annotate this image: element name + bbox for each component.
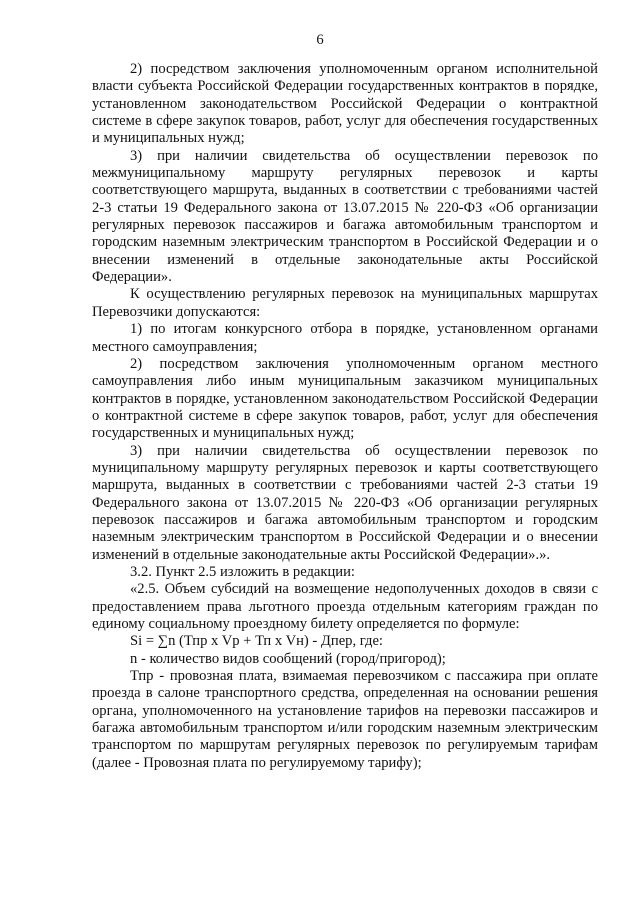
document-body [92, 61, 598, 772]
paragraph-item-3-intermunicipal-certificate: 3) при наличии свидетельства об осуществлении перевозок по межмуниципальному маршруту регулярных перевозок и карты соответствующего маршрута, выданных в соответствии с требованиями частей 2-3 статьи 19 Федерального закона от 13.07.2015 № 220-ФЗ «Об организации регулярных перевозок пассажиров и багажа автомобильным транспортом и городским наземным электрическим транспортом в Российской Федерации и о внесении изменений в отдельные законодательные акты Российской Федерации». [92, 147, 598, 286]
paragraph-item-3-municipal-certificate: 3) при наличии свидетельства об осуществлении перевозок по муниципальному маршруту регулярных перевозок и карты соответствующего маршрута, выданных в соответствии с требованиями частей 2-3 статьи 19 Федерального закона от 13.07.2015 № 220-ФЗ «Об организации регулярных перевозок пассажиров и багажа автомобильным транспортом и городским наземным электрическим транспортом в Российской Федерации и о внесении изменений в отдельные законодательные акты Российской Федерации».». [92, 442, 598, 563]
paragraph-clause-3-2: 3.2. Пункт 2.5 изложить в редакции: [130, 563, 355, 580]
paragraph-clause-2-5: «2.5. Объем субсидий на возмещение недополученных доходов в связи с предоставлением права льготного проезда отдельным категориям граждан по единому социальному проездному билету определяется по формуле: [92, 581, 598, 632]
page-number: 6 [316, 32, 324, 48]
definition-tpr: Тпр - провозная плата, взимаемая перевозчиком с пассажира при оплате проезда в салоне транспортного средства, определенная на основании решения органа, уполномоченного на установление тарифов на перевозки пассажиров и багажа автомобильным транспортом и/или городским наземным электрическим транспортом по маршрутам регулярных перевозок по регулируемым тарифам (далее - Провозная плата по регулируемому тарифу); [92, 668, 598, 771]
paragraph-item-2-executive-contracts: 2) посредством заключения уполномоченным органом исполнительной власти субъекта Российской Федерации государственных контрактов в порядке, установленном законодательством Российской Федерации о контрактной системе в сфере закупок товаров, работ, услуг для обеспечения государственных и муниципальных нужд; [92, 61, 598, 147]
paragraph-municipal-routes-intro: К осуществлению регулярных перевозок на муниципальных маршрутах Перевозчики допускаются: [92, 286, 598, 320]
definition-n: n - количество видов сообщений (город/пригород); [130, 650, 446, 667]
paragraph-item-2-municipal-contracts: 2) посредством заключения уполномоченным органом местного самоуправления либо иным муниципальным заказчиком муниципальных контрактов в порядке, установленном законодательством Российской Федерации о контрактной системе в сфере закупок товаров, работ, услуг для обеспечения государственных и муниципальных нужд; [92, 355, 598, 442]
formula-line: Si = ∑n (Тпр x Vр + Тп x Vн) - Дпер, где: [130, 633, 383, 650]
paragraph-item-1-competitive-selection: 1) по итогам конкурсного отбора в порядке, установленном органами местного самоуправления; [92, 321, 598, 355]
